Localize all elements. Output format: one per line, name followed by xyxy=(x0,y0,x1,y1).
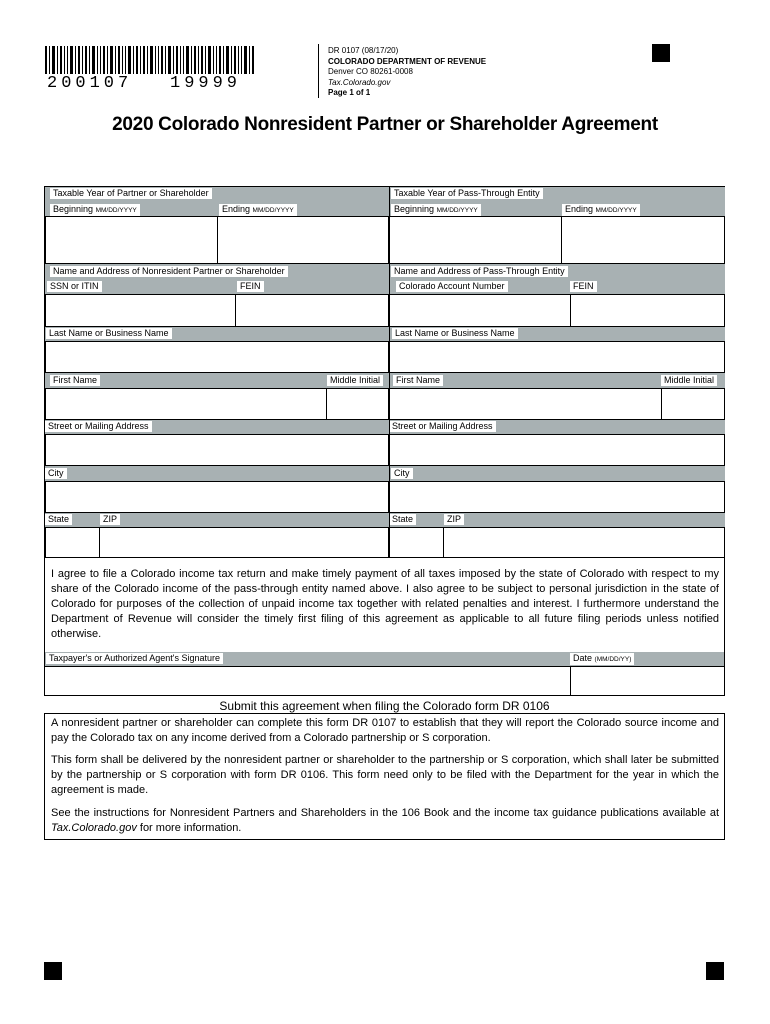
partner-city-label: City xyxy=(45,468,67,479)
entity-ending-label: Ending MM/DD/YYYY xyxy=(562,204,640,216)
partner-ssn-label: SSN or ITIN xyxy=(47,281,102,292)
entity-zip-field[interactable] xyxy=(443,527,725,558)
entity-account-label: Colorado Account Number xyxy=(396,281,508,292)
partner-state-label: State xyxy=(45,514,72,525)
signature-date-label: Date (MM/DD/YY) xyxy=(570,653,634,665)
signature-field[interactable] xyxy=(44,666,571,696)
form-grid xyxy=(44,186,725,558)
partner-ending-date-field[interactable] xyxy=(217,216,389,264)
department-website: Tax.Colorado.gov xyxy=(328,77,391,87)
entity-account-field[interactable] xyxy=(389,294,571,327)
instructions-heading: Submit this agreement when filing the Colorado form DR 0106 xyxy=(219,699,550,713)
partner-last-name-label: Last Name or Business Name xyxy=(46,328,172,339)
entity-first-name-label: First Name xyxy=(393,375,443,386)
barcode-number-left: 200107 xyxy=(47,74,133,93)
entity-state-field[interactable] xyxy=(389,527,444,558)
partner-middle-initial-field[interactable] xyxy=(326,388,389,420)
form-header xyxy=(328,46,486,99)
partner-state-field[interactable] xyxy=(45,527,100,558)
partner-ending-label: Ending MM/DD/YYYY xyxy=(219,204,297,216)
partner-beginning-date-field[interactable] xyxy=(45,216,218,264)
barcode-bars xyxy=(45,46,255,74)
form-id: DR 0107 (08/17/20) xyxy=(328,46,399,55)
signature-label: Taxpayer's or Authorized Agent's Signature xyxy=(46,653,223,664)
registration-mark-bottom-right xyxy=(706,962,724,980)
barcode-number-right: 19999 xyxy=(170,74,242,93)
entity-state-label: State xyxy=(389,514,416,525)
entity-name-address-label: Name and Address of Pass-Through Entity xyxy=(391,266,568,277)
entity-city-header xyxy=(389,466,725,481)
entity-middle-initial-label: Middle Initial xyxy=(661,375,717,386)
partner-middle-initial-label: Middle Initial xyxy=(327,375,383,386)
department-address: Denver CO 80261-0008 xyxy=(328,67,413,76)
entity-ending-date-field[interactable] xyxy=(561,216,725,264)
partner-last-name-field[interactable] xyxy=(45,341,389,373)
instructions-paragraph-2: This form shall be delivered by the nonresident partner or shareholder to the partnership or S corporation, which shall later be submitted by the partnership or S corporation with form DR 0106. This form need only to be filed with the Department for the year in which the agreement is made. xyxy=(51,754,719,796)
entity-middle-initial-field[interactable] xyxy=(661,388,725,420)
entity-fein-field[interactable] xyxy=(570,294,725,327)
page-number: Page 1 of 1 xyxy=(328,88,371,97)
entity-state-zip-header xyxy=(389,513,725,527)
entity-first-name-field[interactable] xyxy=(389,388,662,420)
registration-mark-top-right xyxy=(652,44,670,62)
barcode xyxy=(45,46,255,94)
registration-mark-bottom-left xyxy=(44,962,62,980)
entity-street-field[interactable] xyxy=(389,434,725,466)
partner-zip-label: ZIP xyxy=(100,514,120,525)
entity-last-name-label: Last Name or Business Name xyxy=(392,328,518,339)
instructions-box xyxy=(44,713,725,840)
entity-city-label: City xyxy=(391,468,413,479)
department-name: COLORADO DEPARTMENT OF REVENUE xyxy=(328,56,487,66)
partner-ssn-field[interactable] xyxy=(45,294,236,327)
signature-date-field[interactable] xyxy=(570,666,725,696)
instructions-paragraph-1: A nonresident partner or shareholder can complete this form DR 0107 to establish that they will report the Colorado source income and pay the Colorado tax on any income derived from a Colorado partnership or S corporation. xyxy=(51,717,719,744)
partner-first-name-field[interactable] xyxy=(45,388,327,420)
entity-street-label: Street or Mailing Address xyxy=(389,421,496,432)
entity-beginning-date-field[interactable] xyxy=(389,216,562,264)
entity-zip-label: ZIP xyxy=(444,514,464,525)
entity-beginning-label: Beginning MM/DD/YYYY xyxy=(391,204,481,216)
partner-fein-label: FEIN xyxy=(237,281,264,292)
partner-beginning-label: Beginning MM/DD/YYYY xyxy=(50,204,140,216)
header-divider xyxy=(318,44,319,98)
tax-colorado-link[interactable]: Tax.Colorado.gov xyxy=(51,822,137,834)
entity-tax-year-label: Taxable Year of Pass-Through Entity xyxy=(391,188,543,199)
page-title: 2020 Colorado Nonresident Partner or Shareholder Agreement xyxy=(112,114,658,135)
partner-tax-year-label: Taxable Year of Partner or Shareholder xyxy=(50,188,212,199)
agreement-text: I agree to file a Colorado income tax return and make timely payment of all taxes imposed by the state of Colorado with respect to my share of the Colorado income of the pass-through entity named above. I also agree to be subject to personal jurisdiction in the state of Colorado for purposes of the collection of unpaid income tax together with related penalties and interest. I furthermore understand the Department of Revenue will consider the timely first filing of this agreement as applicable to all future filing periods unless notified otherwise. xyxy=(51,568,719,640)
partner-state-zip-header xyxy=(45,513,389,527)
partner-name-address-label: Name and Address of Nonresident Partner or Shareholder xyxy=(50,266,288,277)
column-divider xyxy=(389,187,390,558)
entity-city-field[interactable] xyxy=(389,481,725,513)
partner-fein-field[interactable] xyxy=(235,294,389,327)
instructions-paragraph-3: See the instructions for Nonresident Partners and Shareholders in the 106 Book and the income tax guidance publications available at Tax.Colorado.gov for more information. xyxy=(51,807,719,834)
agreement-box xyxy=(44,557,725,696)
partner-city-header xyxy=(45,466,389,481)
partner-city-field[interactable] xyxy=(45,481,389,513)
entity-fein-label: FEIN xyxy=(570,281,597,292)
partner-street-field[interactable] xyxy=(45,434,389,466)
partner-zip-field[interactable] xyxy=(99,527,389,558)
entity-last-name-field[interactable] xyxy=(389,341,725,373)
partner-street-label: Street or Mailing Address xyxy=(45,421,152,432)
partner-first-name-label: First Name xyxy=(50,375,100,386)
